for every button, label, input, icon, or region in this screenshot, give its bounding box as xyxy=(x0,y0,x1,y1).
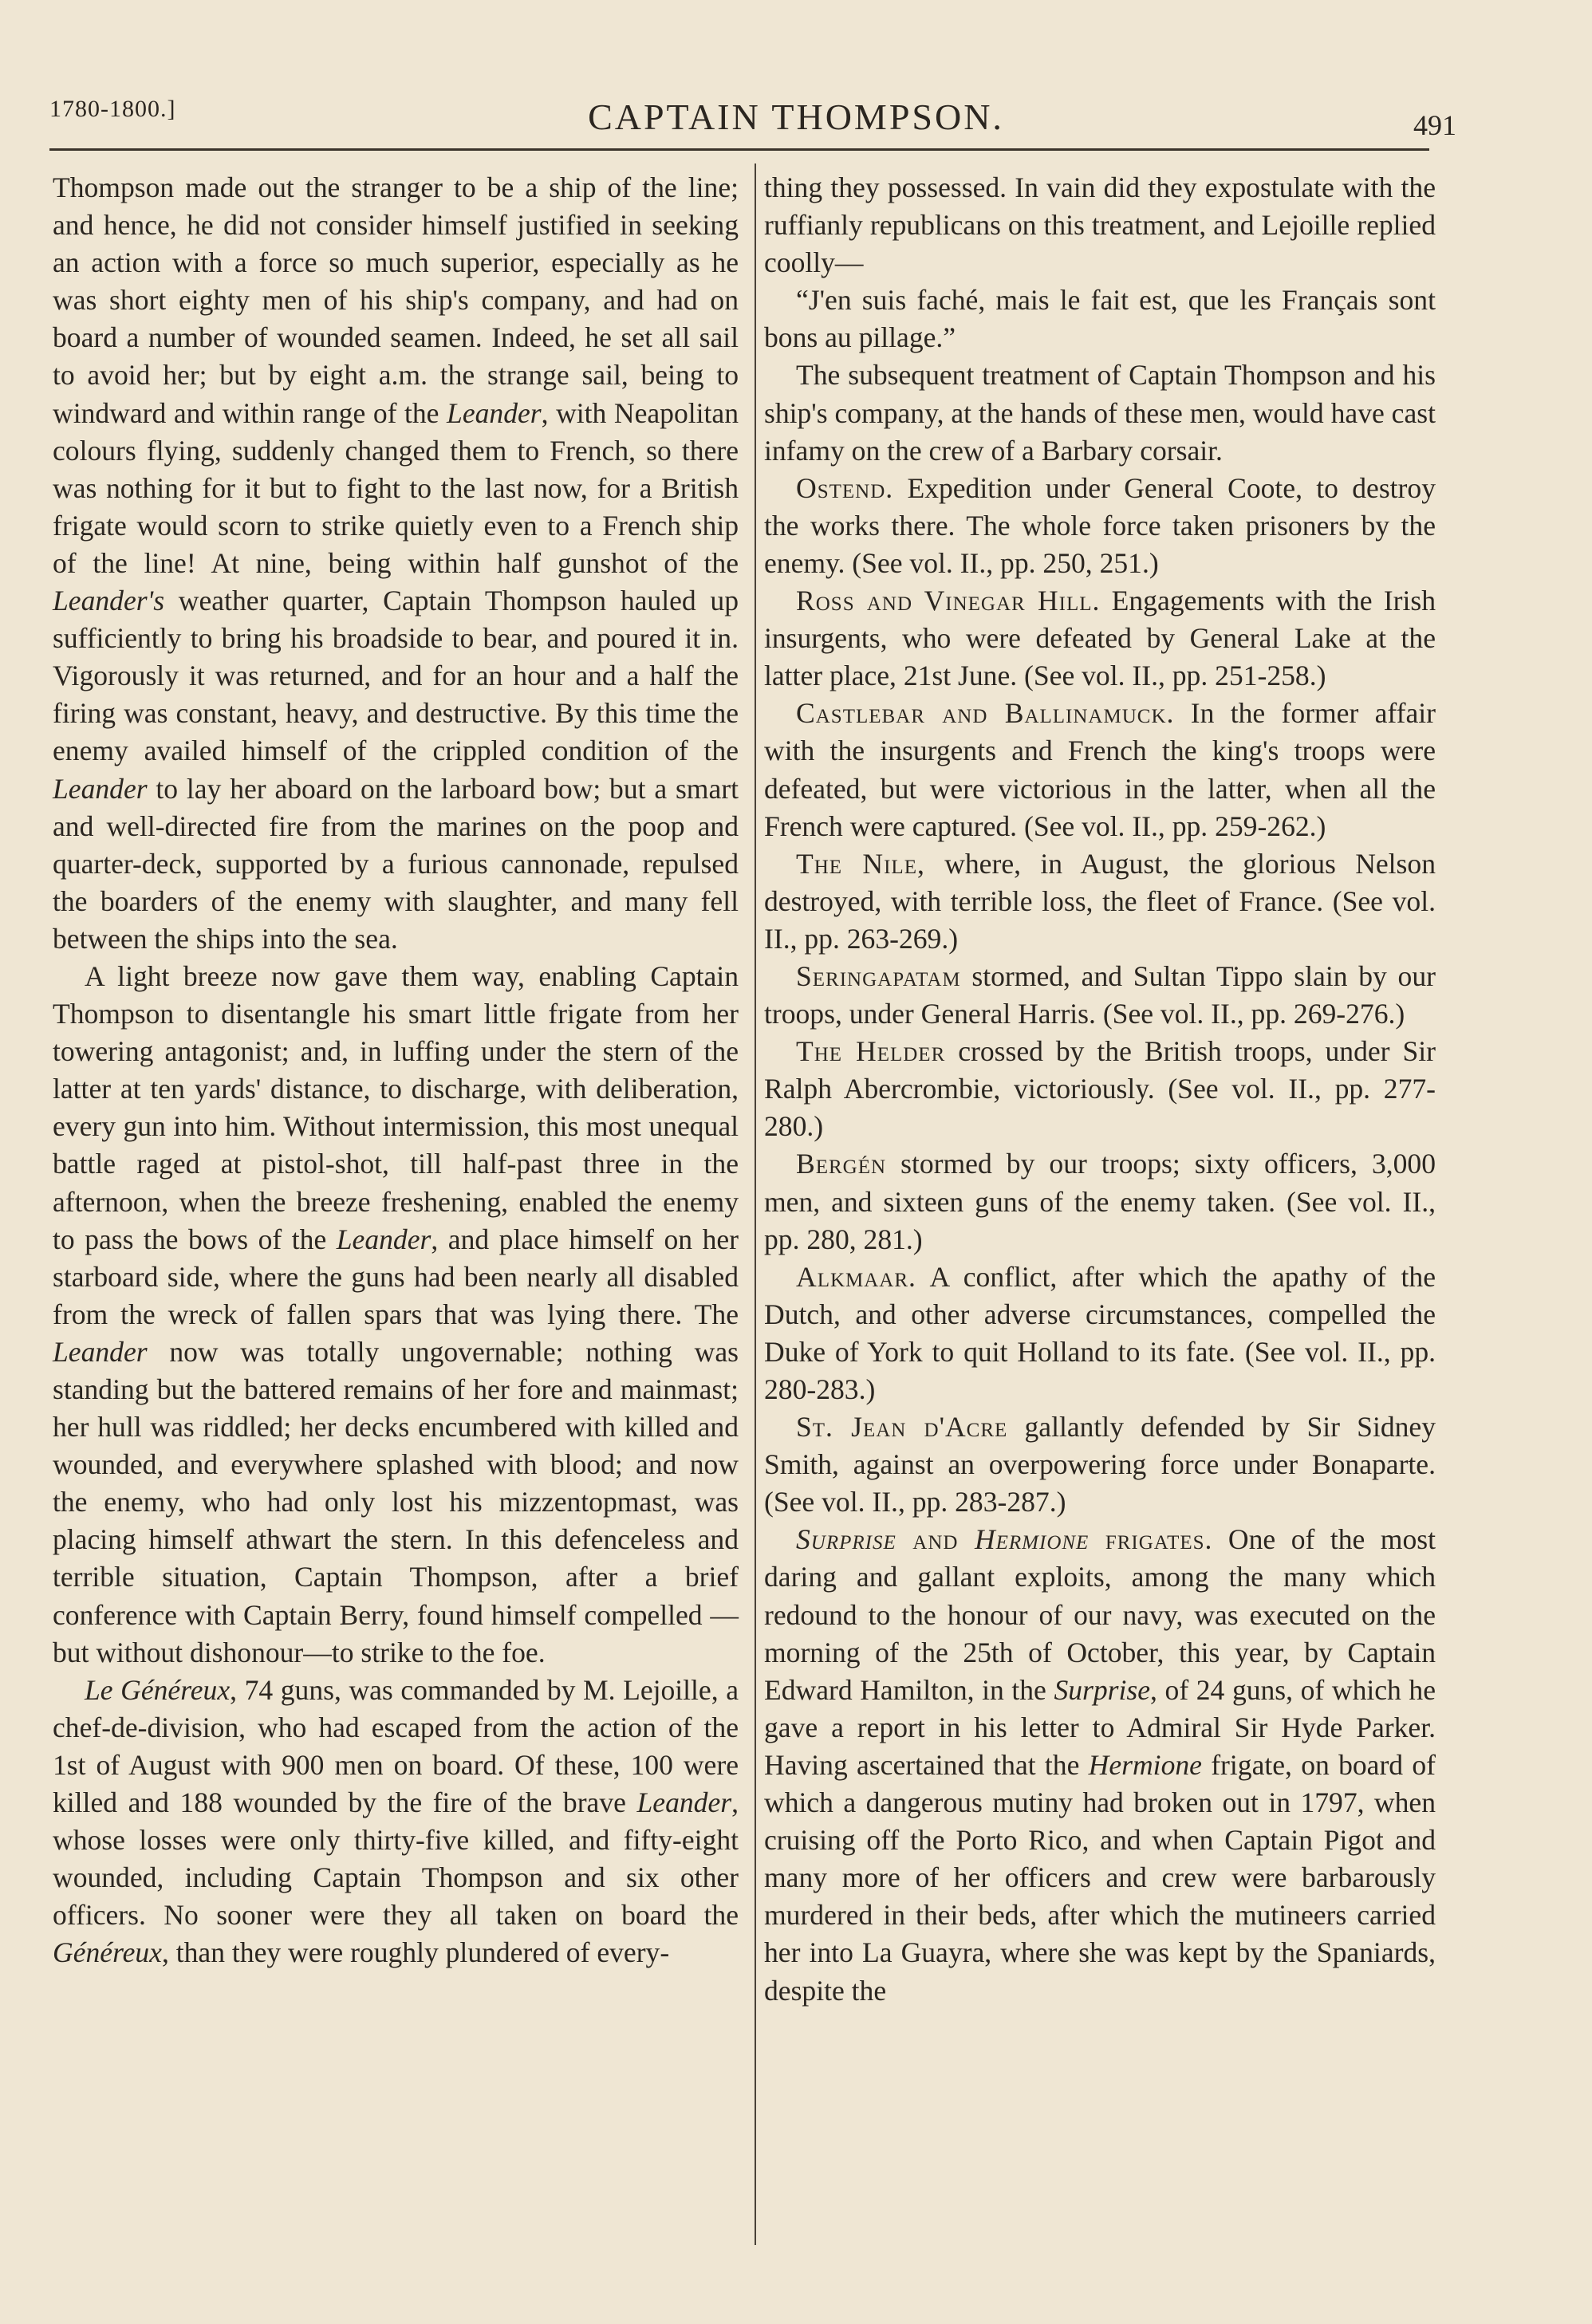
entry-bergen: Bergén stormed by our troops; sixty officers, 3,000 men, and sixteen guns of the enemy taken. (See vol. II., pp. 280, 281.) xyxy=(764,1148,1436,1255)
running-header xyxy=(0,0,1592,160)
entry-ross-vinegar-hill: Ross and Vinegar Hill. Engagements with the Irish insurgents, who were defeated by General Lake at the latter place, 21st June. (See vol. II., pp. 251-258.) xyxy=(764,585,1436,692)
header-rule xyxy=(49,148,1429,151)
paragraph: thing they possessed. In vain did they expostulate with the ruffianly republicans on this treatment, and Lejoille replied coolly— xyxy=(764,171,1436,279)
column-divider xyxy=(755,163,756,2245)
left-column xyxy=(53,169,739,1972)
entry-helder: The Helder crossed by the British troops, under Sir Ralph Abercrombie, victoriously. (See vol. II., pp. 277-280.) xyxy=(764,1035,1436,1143)
date-range: 1780-1800.] xyxy=(49,96,176,122)
entry-nile: The Nile, where, in August, the glorious Nelson destroyed, with terrible loss, the fleet of France. (See vol. II., pp. 263-269.) xyxy=(764,847,1436,955)
french-quote: “J'en suis faché, mais le fait est, que les Français sont bons au pillage.” xyxy=(764,284,1436,354)
paragraph: A light breeze now gave them way, enabling Captain Thompson to disentangle his smart little frigate from her towering antagonist; and, in luffing under the stern of the latter at ten yards' distance, to discharge, with deliberation, every gun into him. Without intermission, this most unequal battle raged at pistol-shot, till half-past three in the afternoon, when the breeze freshening, enabled the enemy to pass the bows of the Leander, and place himself on her starboard side, where the guns had been nearly all disabled from the wreck of fallen spars that was lying there. The Leander now was totally ungovernable; nothing was standing but the battered remains of her fore and mainmast; her hull was riddled; her decks encumbered with killed and wounded, and everywhere splashed with blood; and now the enemy, who had only lost his mizzentopmast, was placing himself athwart the stern. In this defenceless and terrible situation, Captain Thompson, after a brief conference with Captain Berry, found himself compelled — but without dishonour—to strike to the foe. xyxy=(53,959,739,1668)
entry-seringapatam: Seringapatam stormed, and Sultan Tippo slain by our troops, under General Harris. (See vol. II., pp. 269-276.) xyxy=(764,959,1436,1030)
paragraph: The subsequent treatment of Captain Thompson and his ship's company, at the hands of these men, would have cast infamy on the crew of a Barbary corsair. xyxy=(764,359,1436,467)
entry-acre: St. Jean d'Acre gallantly defended by Sir Sidney Smith, against an overpowering force under Bonaparte. (See vol. II., pp. 283-287.) xyxy=(764,1411,1436,1518)
entry-surprise-hermione: Surprise and Hermione frigates. One of the most daring and gallant exploits, among the many which redound to the honour of our navy, was executed on the morning of the 25th of October, this year, by Captain Edward Hamilton, in the Surprise, of 24 guns, of which he gave a report in his letter to Admiral Sir Hyde Parker. Having ascertained that the Hermione frigate, on board of which a dangerous mutiny had broken out in 1797, when cruising off the Porto Rico, and when Captain Pigot and many more of her officers and crew were barbarously murdered in their beds, after which the mutineers carried her into La Guayra, where she was kept by the Spaniards, despite the xyxy=(764,1523,1436,2007)
paragraph: Le Généreux, 74 guns, was commanded by M. Lejoille, a chef-de-division, who had escaped from the action of the 1st of August with 900 men on board. Of these, 100 were killed and 188 wounded by the fire of the brave Leander, whose losses were only thirty-five killed, and fifty-eight wounded, including Captain Thompson and six other officers. No sooner were they all taken on board the Généreux, than they were roughly plundered of every- xyxy=(53,1673,739,1969)
right-column xyxy=(764,169,1436,2010)
page-number: 491 xyxy=(1413,109,1456,141)
page-title: CAPTAIN THOMPSON. xyxy=(588,97,1004,137)
entry-ostend: Ostend. Expedition under General Coote, to destroy the works there. The whole force taken prisoners by the enemy. (See vol. II., pp. 250, 251.) xyxy=(764,471,1436,579)
entry-alkmaar: Alkmaar. A conflict, after which the apathy of the Dutch, and other adverse circumstances, compelled the Duke of York to quit Holland to its fate. (See vol. II., pp. 280-283.) xyxy=(764,1260,1436,1405)
paragraph: Thompson made out the stranger to be a ship of the line; and hence, he did not consider himself justified in seeking an action with a force so much superior, especially as he was short eighty men of his ship's company, and had on board a number of wounded seamen. Indeed, he set all sail to avoid her; but by eight a.m. the strange sail, being to windward and within range of the Leander, with Neapolitan colours flying, suddenly changed them to French, so there was nothing for it but to fight to the last now, for a British frigate would scorn to strike quietly even to a French ship of the line! At nine, being within half gunshot of the Leander's weather quarter, Captain Thompson hauled up sufficiently to bring his broadside to bear, and poured it in. Vigorously it was returned, and for an hour and a half the firing was constant, heavy, and destructive. By this time the enemy availed himself of the crippled condition of the Leander to lay her aboard on the larboard bow; but a smart and well-directed fire from the marines on the poop and quarter-deck, supported by a furious cannonade, repulsed the boarders of the enemy with slaughter, and many fell between the ships into the sea. xyxy=(53,171,739,955)
entry-castlebar: Castlebar and Ballinamuck. In the former affair with the insurgents and French the king's troops were defeated, but were victorious in the latter, when all the French were captured. (See vol. II., pp. 259-262.) xyxy=(764,697,1436,842)
